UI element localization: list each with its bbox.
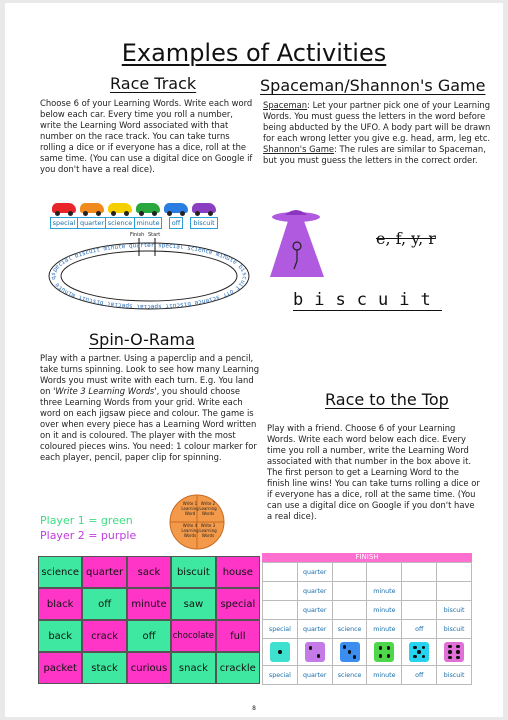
wrong-letters: e, f, y, r: [376, 229, 436, 248]
dice-word: special: [263, 666, 298, 685]
race-track: [45, 236, 253, 316]
spin-heading: Spin-O-Rama: [89, 330, 195, 349]
player-1: Player 1 = green: [40, 514, 133, 527]
grid-cell: [367, 563, 402, 582]
grid-cell: off: [402, 620, 437, 639]
spinner-section-2: Write 2 Learning Words: [199, 501, 217, 516]
race-top-text: Play with a friend. Choose 6 of your Learning Words. Write each word below each dice. Every time you roll a number, write the Learning Word associated with that number in the box above it. The first person to get a Learning Word to the finish line wins! You can take turns rolling a dice or if everyone has a dice, roll at the same time. (You can use a digital dice on Google if you don't have a real dice).: [267, 423, 480, 521]
grid-cell: [402, 601, 437, 620]
player-2: Player 2 = purple: [40, 529, 137, 542]
dice-icon: [409, 642, 429, 662]
grid-cell: biscuit: [437, 620, 472, 639]
hangman-letter: i: [314, 290, 336, 310]
race-track-heading: Race Track: [110, 74, 197, 93]
puzzle-piece: [82, 556, 126, 588]
puzzle-word: minute: [131, 598, 167, 610]
grid-cell: [332, 582, 367, 601]
grid-cell: minute: [367, 601, 402, 620]
race-cars: [51, 203, 217, 229]
car-label: science: [105, 217, 135, 229]
puzzle-piece: [38, 652, 82, 684]
car-icon: [136, 203, 160, 213]
puzzle-piece: [216, 556, 260, 588]
puzzle-piece: [38, 588, 82, 620]
shannon-label: Shannon's Game: [263, 144, 335, 154]
grid-cell: science: [332, 620, 367, 639]
car-label: off: [169, 217, 183, 229]
puzzle-piece: [38, 620, 82, 652]
grid-cell: quarter: [297, 601, 332, 620]
start-label: Start: [148, 232, 161, 238]
puzzle-word: special: [220, 598, 256, 610]
grid-row: [263, 620, 472, 639]
grid-cell: [263, 601, 298, 620]
dice-icon: [444, 642, 464, 662]
puzzle-word: house: [222, 566, 253, 578]
hangman-letter: s: [335, 290, 357, 310]
puzzle-word: crackle: [219, 662, 256, 674]
finish-banner: FINISH: [262, 553, 472, 562]
grid-cell: [402, 563, 437, 582]
puzzle-word: sack: [137, 566, 161, 578]
hangman-letter: b: [293, 290, 315, 310]
puzzle-word: off: [98, 598, 112, 610]
spin-text: Play with a partner. Using a paperclip and a pencil, take turns spinning. Look to see how many Learning Words you must write with each turn. E.g. You land on 'Write 3 Learning Words', you should choose three Learning Words from your grid. Write each word on each jigsaw piece and colour. The game is over when every piece has a Learning Word written on it and is coloured. The player with the most coloured pieces wins. You need: 1 colour marker for each player, pencil, paper clip for spinning.: [40, 353, 260, 462]
dice-word: science: [332, 666, 367, 685]
document-page: [5, 3, 503, 717]
race-car: [191, 203, 217, 229]
race-top-heading: Race to the Top: [325, 390, 449, 409]
ufo-icon: [263, 207, 333, 279]
grid-cell: [332, 563, 367, 582]
puzzle-word: snack: [178, 662, 208, 674]
dice-icon: [340, 642, 360, 662]
puzzle-piece: [127, 556, 171, 588]
race-track-text: Choose 6 of your Learning Words. Write each word below each car. Every time you roll a number, write the Learning Word associated with that number on the race track. You can take turns rolling a dice or if everyone has a dice, roll at the same time. (You can use a digital dice on Google if you don't have a real dice).: [40, 98, 253, 174]
puzzle-word: quarter: [86, 566, 124, 578]
race-car: [107, 203, 133, 229]
puzzle-word: packet: [43, 662, 77, 674]
puzzle-piece: [216, 588, 260, 620]
grid-cell: minute: [367, 582, 402, 601]
puzzle-word: stack: [91, 662, 118, 674]
grid-cell: quarter: [297, 563, 332, 582]
track-text: special biscuit minute quarter special science minute biscuit off science biscuit special special biscuit minute q: [49, 241, 249, 311]
car-label: quarter: [77, 217, 107, 229]
puzzle-piece: [127, 652, 171, 684]
car-icon: [108, 203, 132, 213]
puzzle-piece: [216, 652, 260, 684]
car-label: biscuit: [190, 217, 217, 229]
puzzle-word: full: [230, 630, 246, 642]
spaceman-label: Spaceman: [263, 100, 308, 110]
race-car: [51, 203, 77, 229]
spinner-section-1: Write 1 Learning Word: [181, 501, 199, 516]
dice-word: minute: [367, 666, 402, 685]
spinner-section-4: Write 4 Learning Words: [181, 523, 199, 538]
race-car: [163, 203, 189, 229]
puzzle-piece: [82, 620, 126, 652]
puzzle-word: chocolate: [172, 631, 215, 641]
puzzle-word: crack: [91, 630, 119, 642]
grid-cell: [263, 563, 298, 582]
puzzle-word: off: [142, 630, 156, 642]
jigsaw-puzzle: [38, 556, 260, 684]
puzzle-piece: [171, 620, 215, 652]
grid-cell: minute: [367, 620, 402, 639]
page-number: 8: [252, 705, 256, 712]
spaceman-heading: Spaceman/Shannon's Game: [260, 76, 486, 95]
grid-cell: [437, 563, 472, 582]
race-car: [79, 203, 105, 229]
grid-cell: special: [263, 620, 298, 639]
grid-cell: [332, 601, 367, 620]
car-icon: [192, 203, 216, 213]
dice-row: [263, 639, 472, 666]
dice-word-row: [263, 666, 472, 685]
spaceman-text: Spaceman: Let your partner pick one of your Learning Words. You must guess the letters in the word before being abducted by the UFO. A body part will be drawn for each wrong letter you give e.g. head, arm, leg etc. Shannon's Game: The rules are similar to Spaceman, but you must guess the letters in the correct order.: [263, 100, 491, 165]
hangman-letter: t: [420, 290, 442, 310]
car-icon: [164, 203, 188, 213]
puzzle-word: biscuit: [176, 566, 210, 578]
puzzle-piece: [82, 652, 126, 684]
grid-cell: [402, 582, 437, 601]
race-top-grid: [262, 553, 472, 685]
puzzle-piece: [216, 620, 260, 652]
dice-word: off: [402, 666, 437, 685]
car-label: special: [50, 217, 79, 229]
hangman-word: [293, 290, 442, 311]
grid-cell: [263, 582, 298, 601]
car-icon: [52, 203, 76, 213]
finish-label: Finish: [130, 232, 145, 238]
grid-cell: quarter: [297, 620, 332, 639]
puzzle-piece: [171, 652, 215, 684]
grid-row: [263, 582, 472, 601]
car-icon: [80, 203, 104, 213]
puzzle-piece: [127, 588, 171, 620]
hangman-letter: i: [399, 290, 421, 310]
puzzle-word: curious: [130, 662, 168, 674]
puzzle-word: saw: [183, 598, 204, 610]
puzzle-piece: [171, 588, 215, 620]
dice-word: biscuit: [437, 666, 472, 685]
puzzle-piece: [82, 588, 126, 620]
grid-row: [263, 601, 472, 620]
grid-cell: [437, 582, 472, 601]
puzzle-word: back: [48, 630, 73, 642]
hangman-letter: u: [378, 290, 400, 310]
car-label: minute: [134, 217, 163, 229]
grid-cell: biscuit: [437, 601, 472, 620]
hangman-letter: c: [356, 290, 378, 310]
puzzle-piece: [127, 620, 171, 652]
dice-icon: [305, 642, 325, 662]
puzzle-word: science: [41, 566, 80, 578]
grid-cell: quarter: [297, 582, 332, 601]
dice-icon: [270, 642, 290, 662]
puzzle-piece: [38, 556, 82, 588]
race-car: [135, 203, 161, 229]
grid-row: [263, 563, 472, 582]
dice-icon: [374, 642, 394, 662]
puzzle-word: black: [46, 598, 74, 610]
puzzle-piece: [171, 556, 215, 588]
page-title: Examples of Activities: [121, 39, 387, 67]
spinner-section-3: Write 3 Learning Words: [199, 523, 217, 538]
dice-word: quarter: [297, 666, 332, 685]
